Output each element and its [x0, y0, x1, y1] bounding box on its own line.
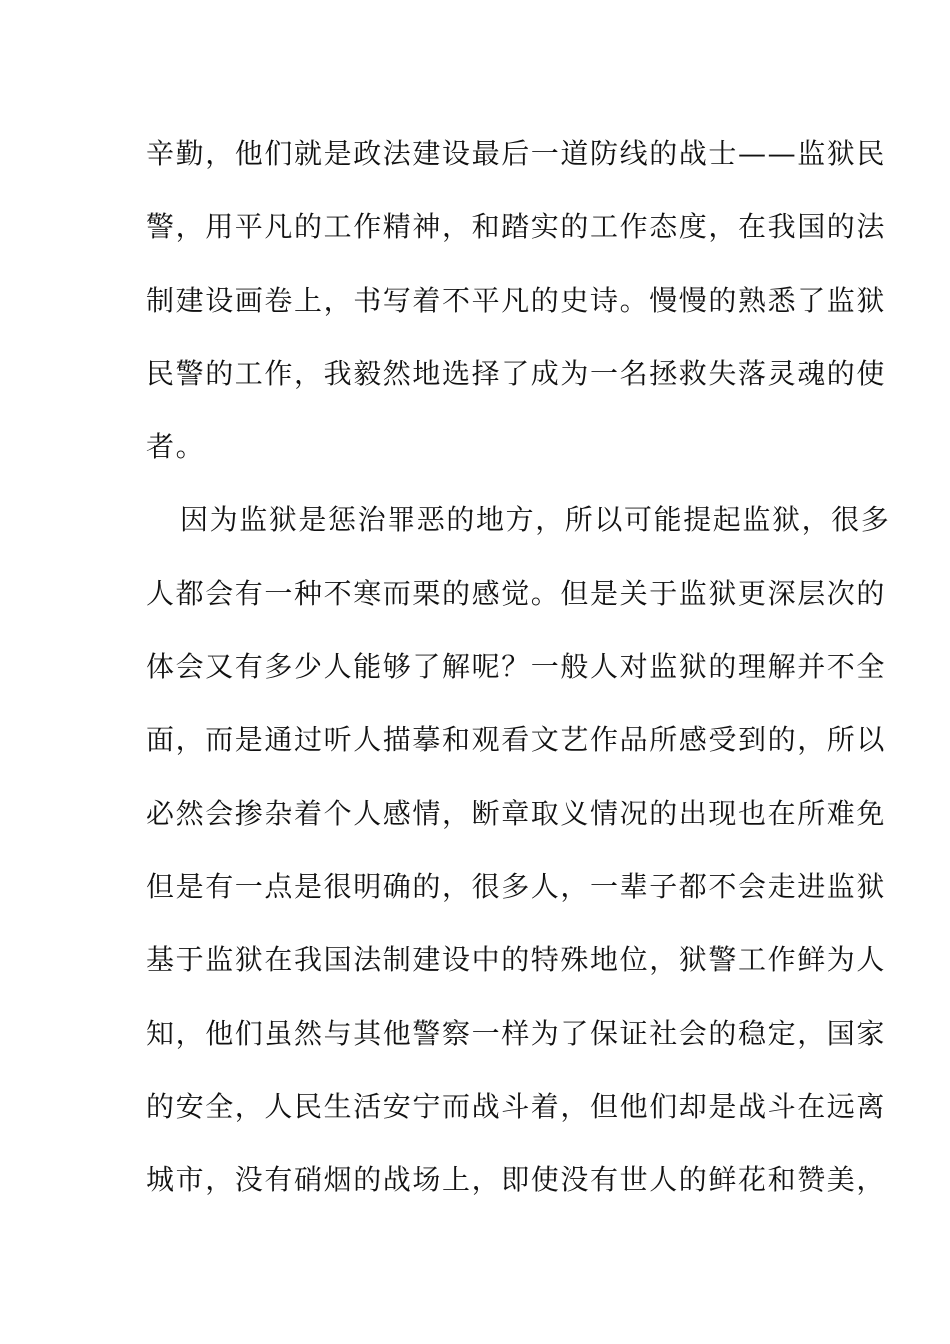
text-line: 民警的工作，我毅然地选择了成为一名拯救失落灵魂的使: [146, 356, 887, 390]
text-line: 的安全，人民生活安宁而战斗着，但他们却是战斗在远离: [146, 1089, 887, 1123]
text-line: 警，用平凡的工作精神，和踏实的工作态度，在我国的法: [146, 210, 887, 244]
text-line: 面，而是通过听人描摹和观看文艺作品所感受到的，所以: [146, 723, 887, 757]
body-text: [146, 124, 891, 1223]
text-line: 制建设画卷上，书写着不平凡的史诗。慢慢的熟悉了监狱: [146, 283, 887, 317]
text-line: 但是有一点是很明确的，很多人，一辈子都不会走进监狱: [146, 869, 887, 903]
text-line: 辛勤，他们就是政法建设最后一道防线的战士——监狱民: [146, 137, 887, 170]
text-line: 体会又有多少人能够了解呢？一般人对监狱的理解并不全: [146, 650, 887, 684]
text-line: 基于监狱在我国法制建设中的特殊地位，狱警工作鲜为人: [146, 943, 887, 977]
text-line: 必然会掺杂着个人感情，断章取义情况的出现也在所难免: [146, 796, 887, 830]
paragraph-first-line: 因为监狱是惩治罪恶的地方，所以可能提起监狱，很多: [180, 503, 891, 537]
text-line: 者。: [146, 430, 206, 464]
text-line: 人都会有一种不寒而栗的感觉。但是关于监狱更深层次的: [146, 576, 887, 610]
text-line: 知，他们虽然与其他警察一样为了保证社会的稳定，国家: [146, 1016, 887, 1050]
text-line: 城市，没有硝烟的战场上，即使没有世人的鲜花和赞美，: [146, 1163, 887, 1197]
